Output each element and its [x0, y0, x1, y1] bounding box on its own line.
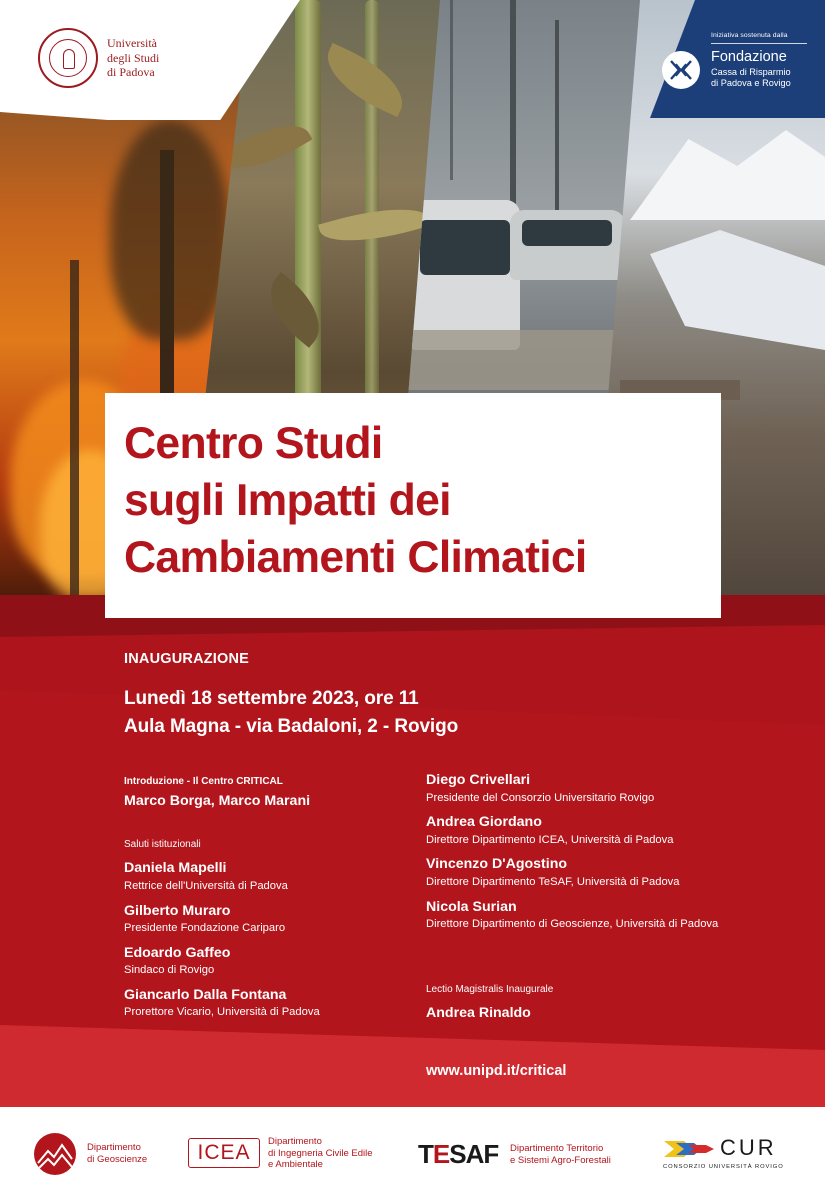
poster-title [124, 415, 587, 586]
cur-logo-icon [662, 1137, 718, 1161]
speaker-name: Daniela Mapelli [124, 860, 227, 876]
speaker-name: Edoardo Gaffeo [124, 945, 231, 961]
sponsor-name: Fondazione [711, 49, 787, 65]
icea-label [268, 1136, 373, 1171]
geoscienze-label [87, 1142, 147, 1165]
sponsor-subtitle-line: Cassa di Risparmio [711, 67, 791, 77]
speaker-name: Nicola Surian [426, 899, 517, 915]
geoscienze-logo-icon [34, 1133, 76, 1175]
intro-label: Introduzione - Il Centro CRITICAL [124, 776, 283, 787]
speaker-role: Sindaco di Rovigo [124, 964, 215, 976]
university-name-line: degli Studi [107, 50, 160, 65]
event-datetime: Lunedì 18 settembre 2023, ore 11 [124, 688, 419, 709]
icea-line: e Ambientale [268, 1159, 323, 1170]
speaker-name: Diego Crivellari [426, 772, 531, 788]
title-line: sugli Impatti dei [124, 476, 451, 525]
geoscienze-line: di Geoscienze [87, 1153, 148, 1165]
icea-logo: ICEA [188, 1138, 260, 1168]
icea-line: di Ingegneria Civile Edile [268, 1147, 373, 1159]
lectio-speaker: Andrea Rinaldo [426, 1005, 531, 1021]
speaker-role: Prorettore Vicario, Università di Padova [124, 1006, 320, 1018]
speaker-role: Presidente del Consorzio Universitario Rovigo [426, 792, 655, 804]
sponsor-subtitle [711, 67, 791, 89]
cur-subtitle: CONSORZIO UNIVERSITÀ ROVIGO [663, 1164, 784, 1170]
tesaf-logo [418, 1139, 498, 1170]
sponsor-subtitle-line: di Padova e Rovigo [711, 78, 791, 88]
sponsor-pretext: Iniziativa sostenuta dalla [711, 32, 788, 39]
university-name-line: di Padova [107, 65, 155, 79]
speaker-role: Direttore Dipartimento di Geoscienze, Università di Padova [426, 918, 719, 930]
geoscienze-line: Dipartimento [87, 1142, 141, 1153]
icea-line: Dipartimento [268, 1136, 322, 1147]
intro-speakers: Marco Borga, Marco Marani [124, 793, 311, 809]
university-seal-icon [38, 28, 98, 88]
tesaf-line: e Sistemi Agro-Forestali [510, 1154, 611, 1166]
speaker-role: Direttore Dipartimento TeSAF, Università di Padova [426, 876, 680, 888]
event-type: INAUGURAZIONE [124, 651, 250, 667]
event-place: Aula Magna - via Badaloni, 2 - Rovigo [124, 716, 459, 737]
tesaf-logo-t: T [418, 1139, 433, 1169]
speaker-role: Direttore Dipartimento ICEA, Università di Padova [426, 834, 674, 846]
university-name-line: Università [107, 36, 157, 50]
speaker-role: Rettrice dell'Università di Padova [124, 880, 288, 892]
tesaf-logo-saf: SAF [449, 1139, 499, 1169]
greetings-label: Saluti istituzionali [124, 839, 201, 850]
website-link[interactable]: www.unipd.it/critical [426, 1063, 567, 1079]
university-name [107, 36, 159, 80]
cur-logo: CUR [720, 1135, 777, 1160]
tesaf-label [510, 1143, 611, 1166]
title-line: Cambiamenti Climatici [124, 533, 587, 582]
speaker-role: Presidente Fondazione Cariparo [124, 922, 286, 934]
sponsor-divider [711, 43, 807, 44]
title-line: Centro Studi [124, 419, 383, 468]
speaker-name: Andrea Giordano [426, 814, 542, 830]
lectio-label: Lectio Magistralis Inaugurale [426, 984, 554, 995]
speaker-name: Giancarlo Dalla Fontana [124, 987, 287, 1003]
tesaf-logo-e: E [432, 1139, 450, 1169]
speaker-name: Gilberto Muraro [124, 903, 231, 919]
tesaf-line: Dipartimento Territorio [510, 1143, 604, 1154]
fondazione-logo-icon [662, 51, 700, 89]
speaker-name: Vincenzo D'Agostino [426, 856, 568, 872]
